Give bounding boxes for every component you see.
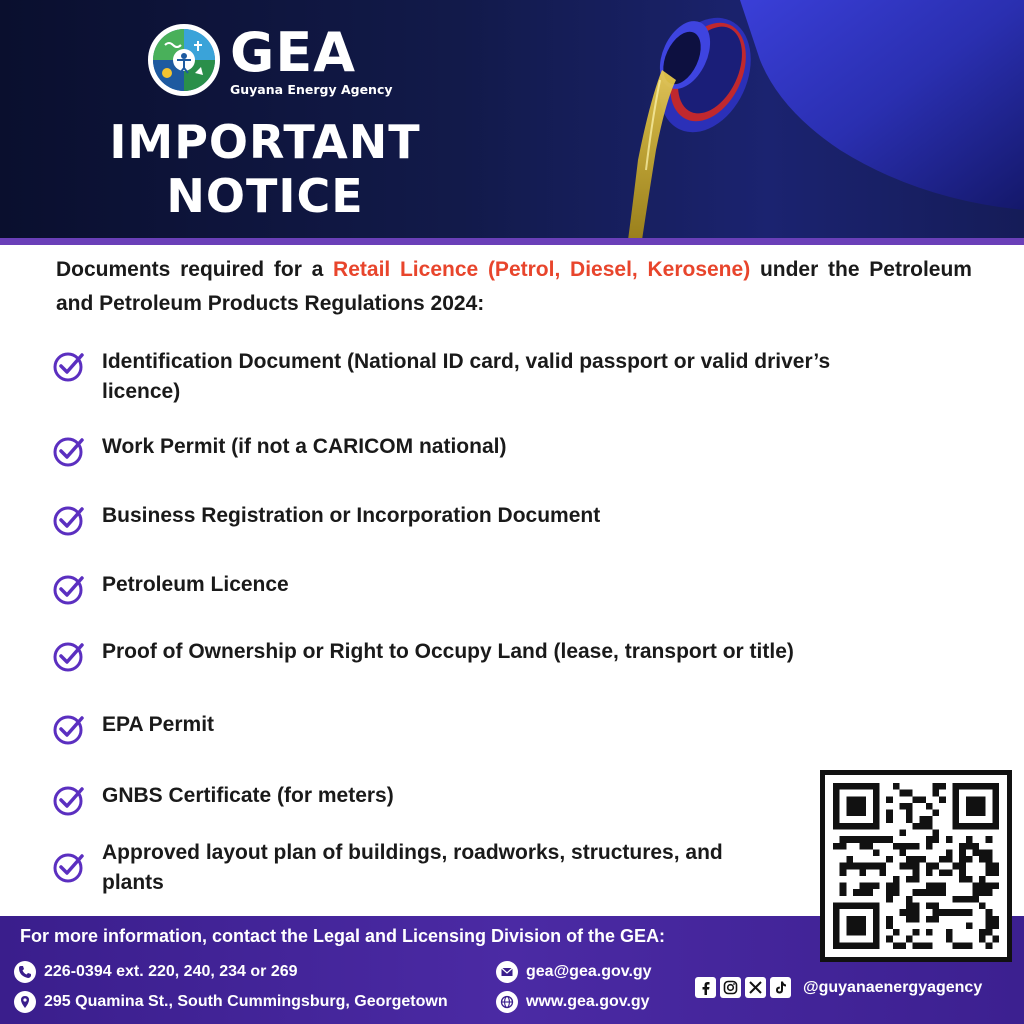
email-text: gea@gea.gov.gy: [526, 963, 652, 980]
requirement-text: Identification Document (National ID card, valid passport or valid driver’s licence): [102, 350, 831, 403]
requirement-text: GNBS Certificate (for meters): [102, 784, 394, 807]
social-links: [695, 977, 982, 998]
requirement-text: EPA Permit: [102, 713, 215, 736]
header-divider: [0, 238, 1024, 245]
logo-wordmark: GEA: [230, 21, 357, 84]
header-banner: [0, 0, 1024, 240]
requirement-text: Proof of Ownership or Right to Occupy Land (lease, transport or title): [102, 640, 794, 663]
phone-icon: [14, 961, 36, 983]
page-title: [60, 115, 470, 223]
intro-suffix: under the Petroleum and Petroleum Products Regulations 2024:: [56, 258, 972, 315]
check-circle-icon: [52, 503, 86, 537]
check-circle-icon: [52, 639, 86, 673]
check-circle-icon: [52, 572, 86, 606]
title-line-1: IMPORTANT: [109, 115, 421, 169]
footer-heading: For more information, contact the Legal and Licensing Division of the GEA:: [20, 926, 666, 946]
check-circle-icon: [52, 712, 86, 746]
check-circle-icon: [52, 349, 86, 383]
x-icon[interactable]: [745, 977, 766, 998]
check-circle-icon: [52, 850, 86, 884]
location-pin-icon: [14, 991, 36, 1013]
email-contact[interactable]: [496, 961, 652, 983]
check-circle-icon: [52, 783, 86, 817]
facebook-icon[interactable]: [695, 977, 716, 998]
address-contact: [14, 991, 448, 1013]
requirement-text: Work Permit (if not a CARICOM national): [102, 435, 507, 458]
address-text: 295 Quamina St., South Cummingsburg, Georgetown: [44, 993, 448, 1010]
intro-prefix: Documents required for a: [56, 258, 324, 281]
logo-subtitle: Guyana Energy Agency: [230, 82, 393, 97]
phone-text: 226-0394 ext. 220, 240, 234 or 269: [44, 963, 298, 980]
globe-icon: [496, 991, 518, 1013]
intro-highlight: Retail Licence (Petrol, Diesel, Kerosene): [333, 258, 751, 281]
title-line-2: NOTICE: [166, 169, 364, 223]
tiktok-icon[interactable]: [770, 977, 791, 998]
gea-emblem-icon: [148, 24, 220, 96]
intro-paragraph: [56, 253, 972, 321]
website-text: www.gea.gov.gy: [526, 993, 650, 1010]
social-handle: @guyanaenergyagency: [803, 978, 983, 996]
qr-code-graphic: [833, 783, 999, 949]
requirement-text: Petroleum Licence: [102, 573, 289, 596]
email-icon: [496, 961, 518, 983]
requirement-text: Approved layout plan of buildings, roadworks, structures, and plants: [102, 841, 723, 894]
oil-pour-illustration: [590, 0, 1024, 240]
gea-logo[interactable]: [148, 21, 393, 102]
check-circle-icon: [52, 434, 86, 468]
qr-code[interactable]: [820, 770, 1012, 962]
instagram-icon[interactable]: [720, 977, 741, 998]
website-contact[interactable]: [496, 991, 650, 1013]
phone-contact[interactable]: [14, 961, 298, 983]
requirement-text: Business Registration or Incorporation Document: [102, 504, 601, 527]
